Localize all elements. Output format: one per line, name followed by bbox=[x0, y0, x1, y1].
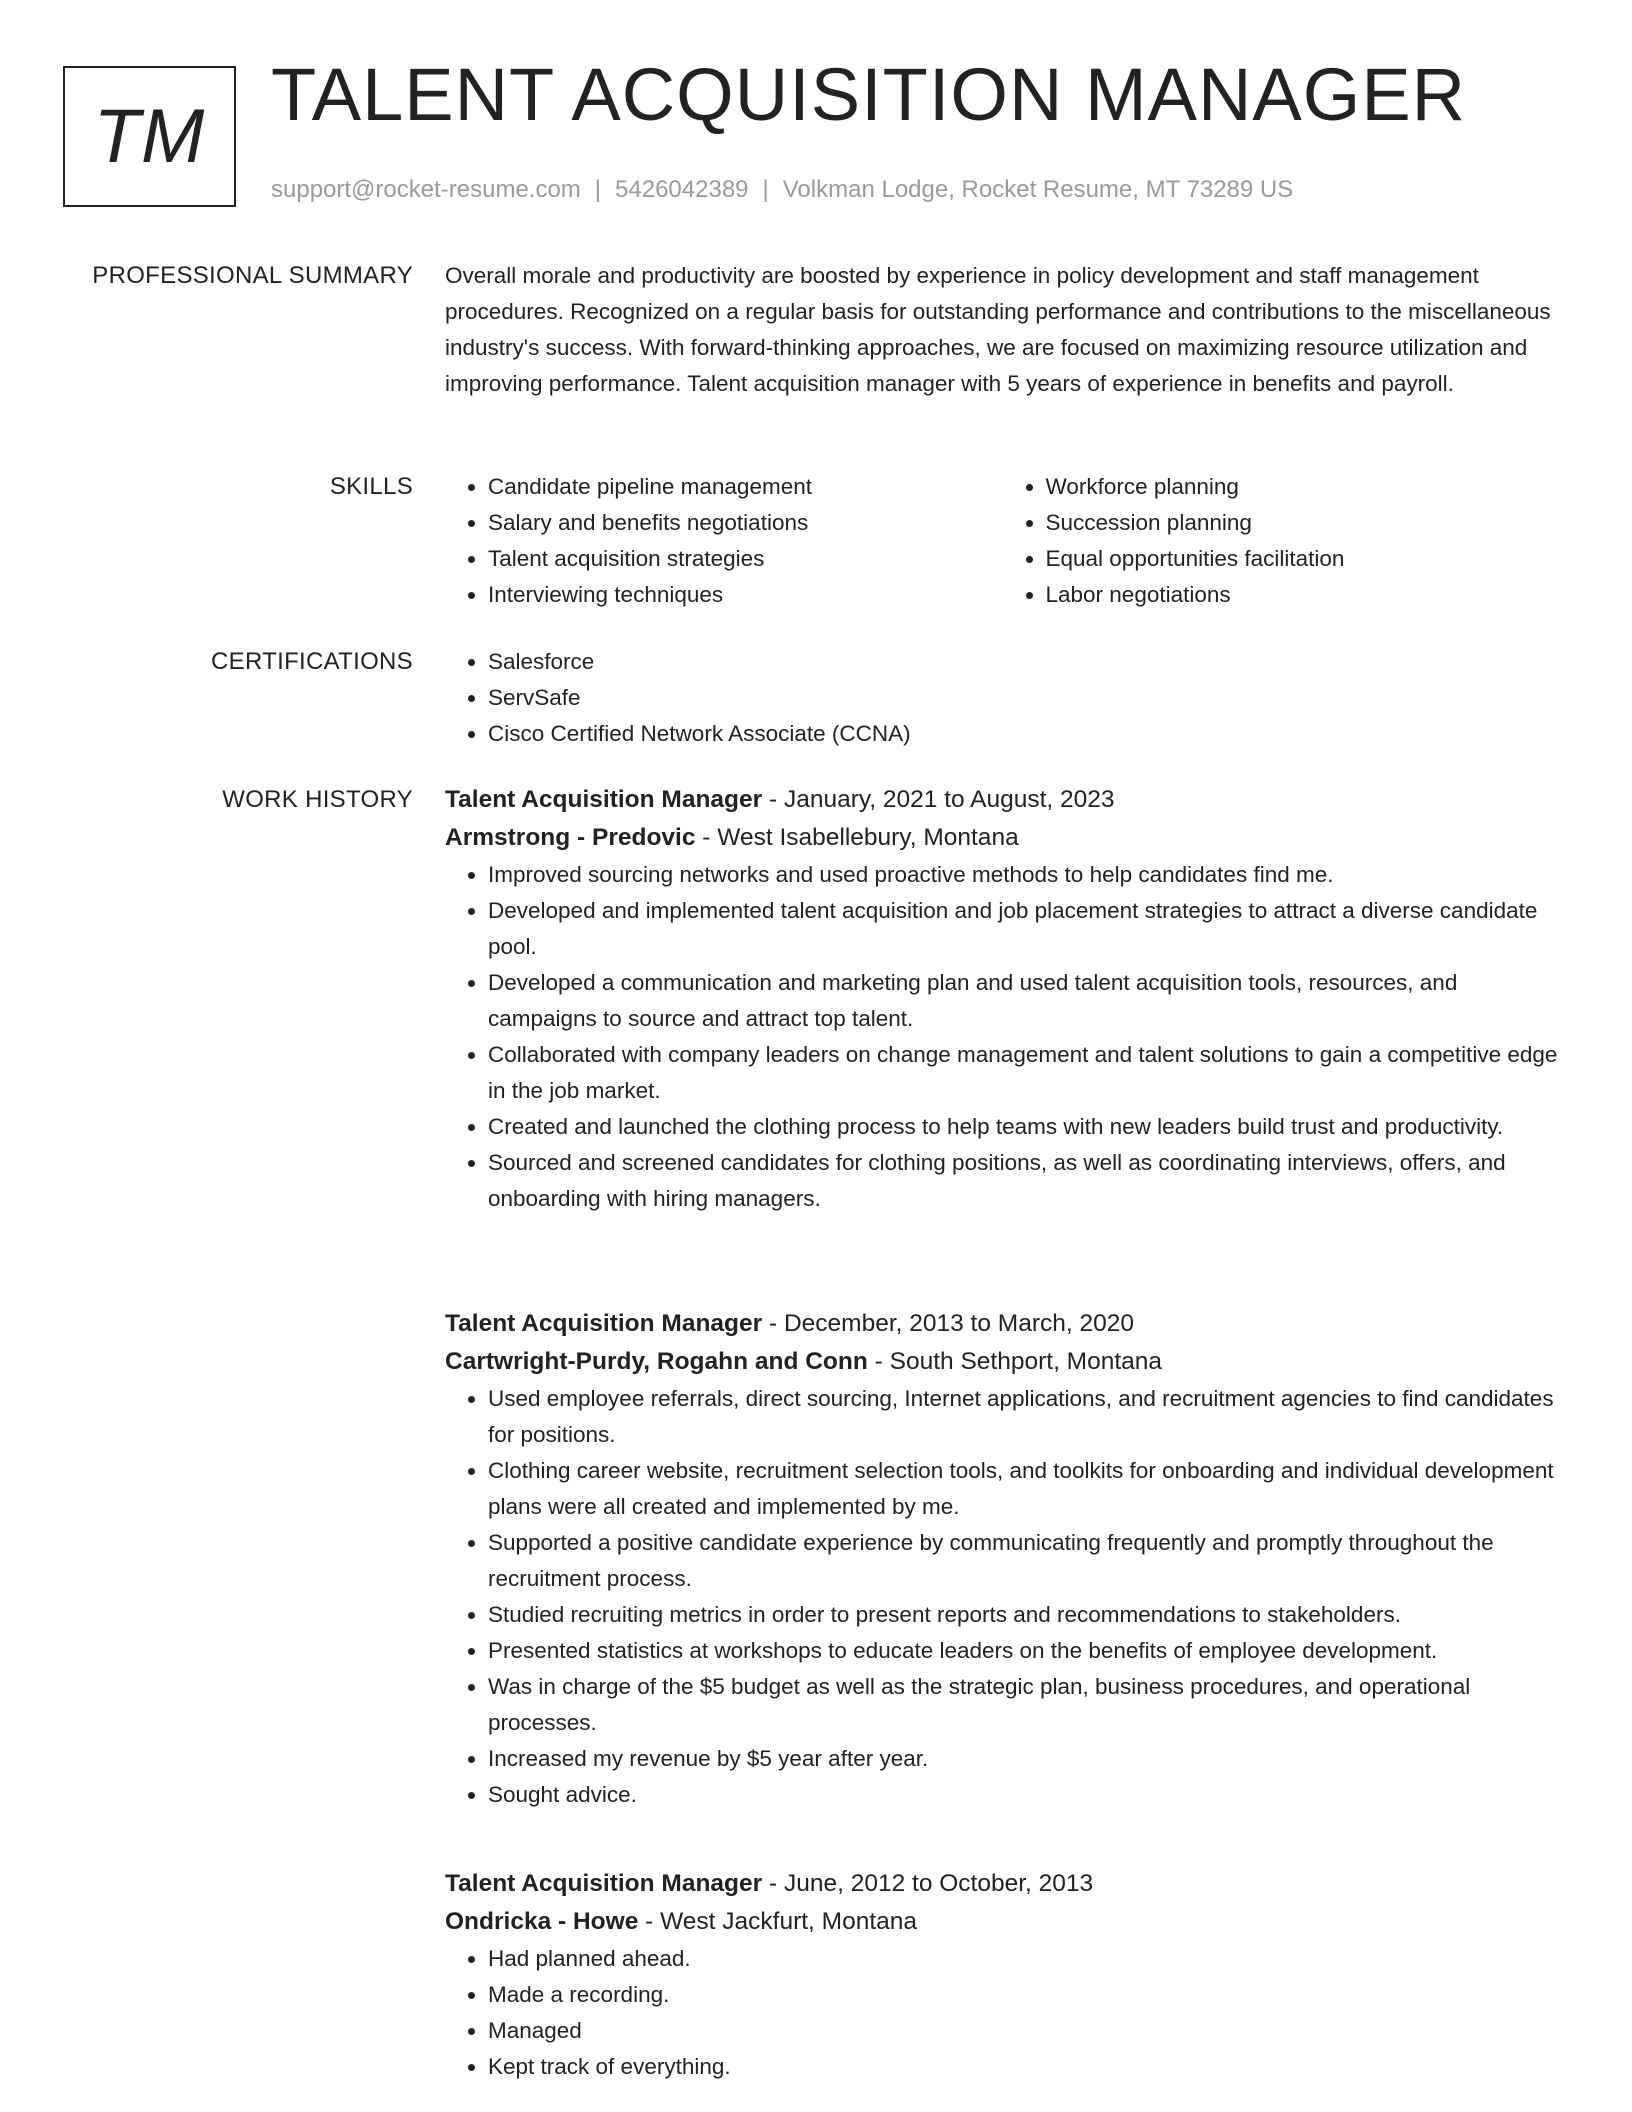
skill-item: • Interviewing techniques bbox=[488, 577, 1003, 613]
job-bullet: • Presented statistics at workshops to educate leaders on the benefits of employee development. bbox=[488, 1633, 1560, 1669]
job-bullet: • Improved sourcing networks and used proactive methods to help candidates find me. bbox=[488, 857, 1560, 893]
skills-section bbox=[445, 469, 1560, 613]
job-dates: - January, 2021 to August, 2023 bbox=[762, 786, 1115, 813]
job-dates: - December, 2013 to March, 2020 bbox=[762, 1310, 1134, 1337]
job-bullet: • Increased my revenue by $5 year after year. bbox=[488, 1741, 1560, 1777]
job-entry bbox=[445, 781, 1560, 1217]
job-title: Talent Acquisition Manager bbox=[445, 1310, 763, 1337]
summary-text: Overall morale and productivity are boosted by experience in policy development and staff management procedures. Recognized on a regular basis for outstanding performance and contributions to the miscellaneous industry's success. With forward-thinking approaches, we are focused on maximizing resource utilization and improving performance. Talent acquisition manager with 5 years of experience in benefits and payroll. bbox=[445, 263, 1551, 396]
contact-separator: | bbox=[594, 176, 602, 203]
certification-item: • Salesforce bbox=[488, 644, 1560, 680]
skills-column-2 bbox=[1003, 469, 1561, 613]
certification-item: • ServSafe bbox=[488, 680, 1560, 716]
job-title-line bbox=[445, 1305, 1560, 1343]
job-company-line bbox=[445, 1343, 1560, 1381]
job-location: - West Isabellebury, Montana bbox=[695, 824, 1019, 851]
job-company: Armstrong - Predovic bbox=[445, 824, 696, 851]
job-bullets bbox=[445, 857, 1560, 1217]
job-bullet: • Supported a positive candidate experience by communicating frequently and promptly throughout the recruitment process. bbox=[488, 1525, 1560, 1597]
job-entry bbox=[445, 1305, 1560, 1813]
section-label-certifications: CERTIFICATIONS bbox=[211, 648, 413, 675]
job-bullet: • Made a recording. bbox=[488, 1977, 1560, 2013]
job-company-line bbox=[445, 1903, 1560, 1941]
monogram-initials: TM bbox=[93, 94, 206, 179]
certification-item: • Cisco Certified Network Associate (CCNA) bbox=[488, 716, 1560, 752]
job-company: Cartwright-Purdy, Rogahn and Conn bbox=[445, 1348, 868, 1375]
section-label-skills: SKILLS bbox=[329, 473, 413, 500]
job-bullets bbox=[445, 1381, 1560, 1813]
job-location: - South Sethport, Montana bbox=[867, 1348, 1163, 1375]
job-location: - West Jackfurt, Montana bbox=[638, 1908, 918, 1935]
job-title-line bbox=[445, 781, 1560, 819]
job-bullet: • Developed and implemented talent acquisition and job placement strategies to attract a diverse candidate pool. bbox=[488, 893, 1560, 965]
skills-grid bbox=[445, 469, 1560, 613]
skill-item: • Labor negotiations bbox=[1046, 577, 1561, 613]
section-label-work-history: WORK HISTORY bbox=[222, 786, 413, 813]
job-bullet: • Sourced and screened candidates for clothing positions, as well as coordinating interviews, offers, and onboarding with hiring managers. bbox=[488, 1145, 1560, 1217]
job-bullet: • Clothing career website, recruitment selection tools, and toolkits for onboarding and individual development plans were all created and implemented by me. bbox=[488, 1453, 1560, 1525]
job-bullet: • Used employee referrals, direct sourcing, Internet applications, and recruitment agencies to find candidates for positions. bbox=[488, 1381, 1560, 1453]
job-bullet: • Developed a communication and marketing plan and used talent acquisition tools, resources, and campaigns to source and attract top talent. bbox=[488, 965, 1560, 1037]
skill-item: • Succession planning bbox=[1046, 505, 1561, 541]
job-title: Talent Acquisition Manager bbox=[445, 1870, 763, 1897]
job-company: Ondricka - Howe bbox=[445, 1908, 639, 1935]
contact-email: support@rocket-resume.com bbox=[271, 176, 581, 203]
summary-section bbox=[445, 258, 1555, 402]
job-bullet: • Kept track of everything. bbox=[488, 2049, 1560, 2085]
certifications-section bbox=[445, 644, 1560, 752]
job-bullets bbox=[445, 1941, 1560, 2085]
monogram-box bbox=[63, 66, 236, 207]
skill-item: • Equal opportunities facilitation bbox=[1046, 541, 1561, 577]
job-company-line bbox=[445, 819, 1560, 857]
skill-item: • Salary and benefits negotiations bbox=[488, 505, 1003, 541]
job-bullet: • Managed bbox=[488, 2013, 1560, 2049]
section-label-summary: PROFESSIONAL SUMMARY bbox=[92, 262, 413, 289]
job-bullet: • Sought advice. bbox=[488, 1777, 1560, 1813]
job-bullet: • Studied recruiting metrics in order to present reports and recommendations to stakeholders. bbox=[488, 1597, 1560, 1633]
job-bullet: • Collaborated with company leaders on change management and talent solutions to gain a competitive edge in the job market. bbox=[488, 1037, 1560, 1109]
skill-item: • Candidate pipeline management bbox=[488, 469, 1003, 505]
contact-address: Volkman Lodge, Rocket Resume, MT 73289 US bbox=[782, 176, 1294, 203]
skill-item: • Workforce planning bbox=[1046, 469, 1561, 505]
job-bullet: • Created and launched the clothing process to help teams with new leaders build trust and productivity. bbox=[488, 1109, 1560, 1145]
resume-title: TALENT ACQUISITION MANAGER bbox=[271, 53, 1467, 136]
skills-column-1 bbox=[445, 469, 1003, 613]
job-entry bbox=[445, 1865, 1560, 2085]
job-dates: - June, 2012 to October, 2013 bbox=[762, 1870, 1094, 1897]
contact-phone: 5426042389 bbox=[615, 176, 749, 203]
contact-separator: | bbox=[762, 176, 769, 203]
job-bullet: • Had planned ahead. bbox=[488, 1941, 1560, 1977]
skill-item: • Talent acquisition strategies bbox=[488, 541, 1003, 577]
certifications-list bbox=[445, 644, 1560, 752]
job-bullet: • Was in charge of the $5 budget as well as the strategic plan, business procedures, and operational processes. bbox=[488, 1669, 1560, 1741]
job-title: Talent Acquisition Manager bbox=[445, 786, 763, 813]
contact-line bbox=[271, 176, 1293, 205]
job-title-line bbox=[445, 1865, 1560, 1903]
